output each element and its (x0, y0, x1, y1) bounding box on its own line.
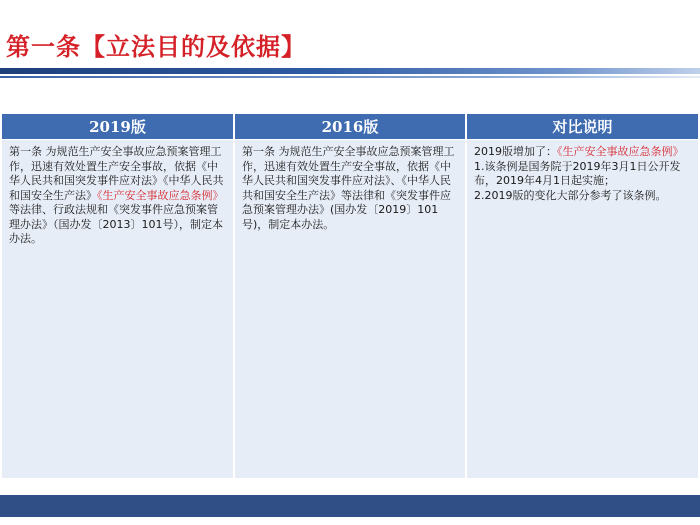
cell-2019-text-b: 等法律、行政法规和《突发事件应急预案管理办法》（国办发〔2013〕101号），制定本办法。 (9, 203, 223, 245)
cell-2019-highlight: 《生产安全事故应急条例》 (97, 188, 224, 202)
table-header-row (2, 114, 698, 140)
comparison-lead-text: 2019版增加了： (474, 145, 557, 158)
title-underline-bar (0, 68, 700, 74)
comparison-point-2: 2.2019版的变化大部分参考了该条例。 (474, 188, 667, 202)
cell-2019 (2, 140, 234, 479)
cell-2016-text: 第一条 为规范生产安全事故应急预案管理工作，迅速有效处置生产安全事故，依据《中华人民共和国突发事件应对法》、《中华人民共和国安全生产法》等法律和《突发事件应急预案管理办法》(国办发〔2019〕101号)，制定本办法。 (242, 145, 455, 231)
footer-bar (0, 495, 700, 517)
header-comparison: 对比说明 (466, 114, 698, 140)
title-underline-thin-bar (0, 76, 700, 78)
header-2016: 2016版 (234, 114, 466, 140)
comparison-table (2, 114, 698, 478)
comparison-lead-highlight: 《生产安全事故应急条例》 (557, 145, 684, 158)
comparison-lead (474, 145, 692, 160)
slide-title: 第一条【立法目的及依据】 (6, 33, 306, 61)
header-2019: 2019版 (2, 114, 234, 140)
comparison-point-1: 1.该条例是国务院于2019年3月1日公开发布，2019年4月1日起实施； (474, 159, 681, 187)
cell-2019-text-a: 第一条 为规范生产安全事故应急预案管理工作，迅速有效处置生产安全事故，依据《中华人民共和国突发事件应对法》《中华人民共和国安全生产法》 (9, 145, 224, 202)
cell-2016 (234, 140, 466, 479)
cell-comparison (466, 140, 698, 479)
table-row (2, 140, 698, 479)
